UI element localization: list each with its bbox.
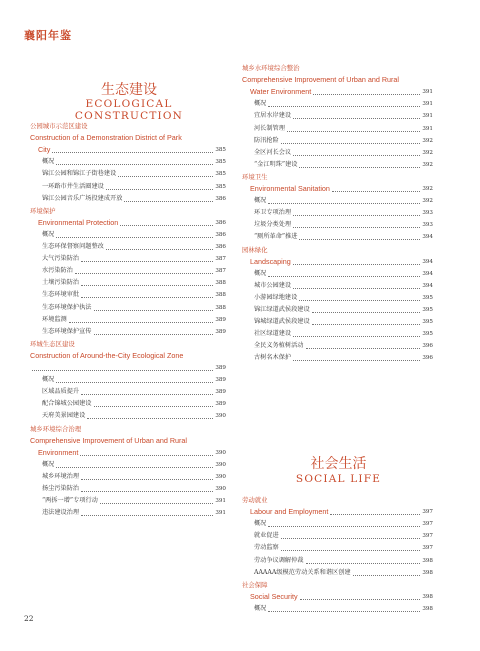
toc-entry-label: 小游园绿地建设 xyxy=(254,293,298,301)
toc-entry-label: 锦江公园音乐广场投建成开放 xyxy=(42,194,123,202)
dot-leader xyxy=(56,237,213,238)
toc-entry[interactable] xyxy=(254,207,433,219)
toc-entry-page: 395 xyxy=(422,331,433,338)
toc-entry-label: 概况 xyxy=(254,100,267,108)
toc-entry-page: 396 xyxy=(422,343,433,350)
toc-entry[interactable] xyxy=(42,277,226,289)
dot-leader xyxy=(56,382,213,383)
dot-leader xyxy=(299,300,420,301)
toc-entry-label: 配合锦城公园建设 xyxy=(42,400,92,408)
toc-entry-label: Landscaping xyxy=(250,256,291,266)
dot-leader xyxy=(312,312,421,313)
toc-entry-page: 390 xyxy=(215,461,226,468)
dot-leader xyxy=(281,143,421,144)
toc-entry[interactable] xyxy=(42,314,226,326)
dot-leader xyxy=(330,514,420,515)
toc-entry-page: 390 xyxy=(215,473,226,480)
toc-entry-page: 385 xyxy=(215,147,226,154)
dot-leader xyxy=(69,322,214,323)
toc-entry[interactable] xyxy=(42,495,226,507)
toc-entry[interactable] xyxy=(254,159,433,171)
toc-entry-page: 392 xyxy=(422,149,433,156)
dot-leader xyxy=(106,189,213,190)
toc-entry-page: 386 xyxy=(215,231,226,238)
dot-leader xyxy=(293,360,420,361)
toc-entry[interactable] xyxy=(42,193,226,205)
dot-leader xyxy=(287,131,420,132)
toc-entry-page: 394 xyxy=(422,282,433,289)
toc-entry[interactable] xyxy=(42,507,226,519)
toc-entry-page: 391 xyxy=(215,510,226,517)
toc-entry-label: 城乡环境治理 xyxy=(42,472,80,480)
toc-entry[interactable] xyxy=(254,292,433,304)
category-title-en: Construction of a Demonstration District of Park xyxy=(30,133,182,143)
toc-entry[interactable] xyxy=(42,459,226,471)
section-title-en-social: SOCIAL LIFE xyxy=(295,473,382,485)
toc-entry-page: 392 xyxy=(422,161,433,168)
toc-entry-label: 概况 xyxy=(42,230,55,238)
toc-entry-label: 宜居水岸建设 xyxy=(254,112,292,120)
toc-entry-label: Environmental Sanitation xyxy=(250,184,330,193)
toc-entry-label: 城市公园建设 xyxy=(254,281,292,289)
category-title-zh: 环境保护 xyxy=(30,206,56,215)
yearbook-logo: 襄阳年鉴 xyxy=(24,29,72,42)
toc-entry[interactable] xyxy=(254,603,433,615)
toc-entry-label: Labour and Employment xyxy=(250,507,329,517)
toc-entry[interactable] xyxy=(254,98,433,110)
toc-entry-page: 393 xyxy=(422,210,433,217)
dot-leader xyxy=(268,526,420,527)
toc-entry[interactable] xyxy=(254,352,433,364)
toc-entry-label: 天府美景园建设 xyxy=(42,412,86,420)
toc-entry-page: 392 xyxy=(422,186,433,192)
toc-entry-label: 概况 xyxy=(42,460,55,468)
toc-entry[interactable] xyxy=(42,374,226,386)
dot-leader xyxy=(56,164,213,165)
toc-entry-label: 土壤污染防治 xyxy=(42,279,80,287)
toc-entry-label: 锦城绿道武侯段建设 xyxy=(254,318,310,326)
category-title-zh: 环境卫生 xyxy=(242,172,268,181)
toc-entry-label: 防汛抢险 xyxy=(254,136,279,144)
section-title-en: ECOLOGICAL CONSTRUCTION xyxy=(74,98,184,122)
toc-entry-page: 394 xyxy=(422,234,433,241)
toc-entry-page: 389 xyxy=(215,389,226,396)
toc-entry[interactable] xyxy=(254,530,433,542)
toc-entry-page: 386 xyxy=(215,195,226,202)
toc-entry[interactable] xyxy=(254,110,433,122)
toc-entry[interactable] xyxy=(42,253,226,265)
toc-entry-label: 环境监测 xyxy=(42,315,67,323)
dot-leader xyxy=(118,176,213,177)
toc-entry-label: 劳动争议调解仲裁 xyxy=(254,556,304,564)
dot-leader xyxy=(299,239,420,240)
toc-entry-label: 古树名木保护 xyxy=(254,354,292,362)
toc-entry-page: 394 xyxy=(422,258,433,265)
toc-entry-label: 概况 xyxy=(254,269,267,277)
toc-entry-page: 389 xyxy=(215,401,226,408)
toc-entry-label: AAAAA级模范劳动关系和谐区创建 xyxy=(254,568,351,576)
category-title-en: Comprehensive Improvement of Urban and Rural xyxy=(30,435,188,445)
toc-entry-page: 394 xyxy=(422,270,433,277)
toc-entry-label: “两拆一增”专项行动 xyxy=(42,497,98,505)
category-title-zh: 环城生态区建设 xyxy=(30,339,75,348)
toc-entry-label: 区域品质提升 xyxy=(42,388,80,396)
dot-leader xyxy=(281,550,421,551)
category-entry-en[interactable] xyxy=(250,506,433,518)
dot-leader xyxy=(120,225,213,226)
toc-entry-label: Social Security xyxy=(250,591,298,601)
dot-leader xyxy=(124,201,213,202)
dot-leader xyxy=(32,370,213,371)
toc-entry-label: 社区绿道建设 xyxy=(254,330,292,338)
dot-leader xyxy=(312,324,421,325)
toc-entry-label: “厕所革命”推进 xyxy=(254,233,298,241)
toc-entry-label: 概况 xyxy=(42,376,55,384)
toc-entry-page: 398 xyxy=(422,557,433,564)
page-number: 22 xyxy=(24,614,34,623)
category-entry-en[interactable] xyxy=(250,183,433,195)
toc-entry-page: 395 xyxy=(422,307,433,313)
toc-entry-label: 全区河长会议 xyxy=(254,148,292,156)
toc-entry-page: 388 xyxy=(215,280,226,287)
toc-entry[interactable] xyxy=(254,542,433,554)
dot-leader xyxy=(293,288,420,289)
toc-entry-page: 391 xyxy=(215,498,226,505)
category-title-zh: 公园城市示范区建设 xyxy=(30,122,88,130)
dot-leader xyxy=(56,467,213,468)
toc-entry-page: 388 xyxy=(215,304,226,311)
dot-leader xyxy=(300,599,421,600)
toc-entry-label: 垃圾分类处理 xyxy=(254,221,292,229)
toc-entry-page: 391 xyxy=(422,113,433,120)
toc-entry-page: 398 xyxy=(422,569,433,576)
toc-entry[interactable] xyxy=(254,280,433,292)
toc-entry-page: 386 xyxy=(215,219,226,226)
dot-leader xyxy=(268,611,420,612)
dot-leader xyxy=(100,503,213,504)
toc-entry[interactable] xyxy=(42,156,226,168)
toc-entry-label: 概况 xyxy=(42,158,55,166)
category-title-zh: 城乡水环境综合整治 xyxy=(242,64,300,72)
toc-entry-page: 392 xyxy=(422,137,433,144)
dot-leader xyxy=(94,406,214,407)
toc-entry[interactable] xyxy=(42,410,226,422)
dot-leader xyxy=(293,264,421,265)
toc-entry[interactable] xyxy=(254,518,433,530)
toc-entry[interactable] xyxy=(42,326,226,338)
toc-entry[interactable] xyxy=(254,219,433,231)
toc-entry-page: 391 xyxy=(422,101,433,108)
dot-leader xyxy=(81,479,213,480)
toc-entry[interactable] xyxy=(42,398,226,410)
dot-leader xyxy=(52,152,213,153)
toc-entry-page: 385 xyxy=(215,183,226,190)
toc-entry[interactable] xyxy=(254,195,433,207)
toc-entry-label: 就业促进 xyxy=(254,532,279,540)
category-entry-en[interactable] xyxy=(38,447,226,459)
dot-leader xyxy=(293,336,420,337)
toc-entry[interactable] xyxy=(254,147,433,159)
toc-entry-page: 391 xyxy=(422,89,433,96)
toc-entry-label: 概况 xyxy=(254,197,267,205)
dot-leader xyxy=(106,249,213,250)
dot-leader xyxy=(299,167,420,168)
dot-leader xyxy=(293,118,420,119)
toc-entry-page: 389 xyxy=(215,377,226,384)
dot-leader xyxy=(293,155,420,156)
toc-entry[interactable] xyxy=(254,268,433,280)
toc-entry-page: 392 xyxy=(422,198,433,205)
toc-entry[interactable] xyxy=(254,555,433,567)
dot-leader xyxy=(293,215,420,216)
toc-entry[interactable] xyxy=(42,241,226,253)
toc-entry-page: 395 xyxy=(422,294,433,301)
toc-entry-label: “金江明珠”建设 xyxy=(254,160,298,168)
toc-entry[interactable] xyxy=(254,567,433,579)
toc-entry-label: 锦江绿道武侯段建设 xyxy=(254,306,310,313)
toc-entry[interactable] xyxy=(254,316,433,328)
toc-entry[interactable] xyxy=(254,304,433,316)
toc-entry-label: 生态环境保护宣传 xyxy=(42,327,92,335)
category-title-zh: 园林绿化 xyxy=(242,245,268,254)
dot-leader xyxy=(332,191,420,192)
dot-leader xyxy=(75,273,213,274)
dot-leader xyxy=(281,538,421,539)
toc-entry-label: 河长制管理 xyxy=(254,124,285,132)
toc-entry-page: 389 xyxy=(215,365,226,371)
toc-entry-page: 390 xyxy=(215,449,226,456)
toc-entry-label: Water Environment xyxy=(250,87,312,97)
toc-entry-page: 393 xyxy=(422,222,433,229)
toc-entry[interactable] xyxy=(42,302,226,314)
toc-entry-page: 398 xyxy=(422,605,433,612)
toc-entry-label: Environment xyxy=(38,447,79,457)
toc-entry-page: 390 xyxy=(215,486,226,492)
dot-leader xyxy=(313,94,420,95)
toc-entry-page: 398 xyxy=(422,593,433,600)
toc-entry[interactable] xyxy=(42,386,226,398)
toc-entry-page: 391 xyxy=(422,125,433,132)
toc-entry-label: City xyxy=(38,145,51,155)
toc-entry-page: 387 xyxy=(215,256,226,263)
toc-entry-label: 大气污染防治 xyxy=(42,255,80,263)
toc-entry-page: 389 xyxy=(215,328,226,335)
toc-entry-page: 390 xyxy=(215,413,226,420)
dot-leader xyxy=(81,297,213,298)
toc-entry-page: 388 xyxy=(215,292,226,299)
toc-entry[interactable] xyxy=(254,231,433,243)
toc-entry-label: 生态环保督察问题整改 xyxy=(42,243,104,250)
toc-entry[interactable] xyxy=(42,471,226,483)
category-title-en: Construction of Around-the-City Ecological Zone xyxy=(30,350,184,360)
toc-entry-label: 全民义务植树活动 xyxy=(254,342,304,350)
dot-leader xyxy=(81,515,213,516)
toc-entry-page: 385 xyxy=(215,159,226,166)
toc-entry-label: 一环路市井生活圈建设 xyxy=(42,182,104,190)
toc-entry[interactable] xyxy=(254,123,433,135)
category-title-en: Comprehensive Improvement of Urban and Rural xyxy=(242,75,400,85)
toc-entry[interactable] xyxy=(254,135,433,147)
dot-leader xyxy=(268,106,420,107)
dot-leader xyxy=(353,575,421,576)
category-title-zh: 城乡环境综合治理 xyxy=(30,424,82,433)
toc-entry-label: 概况 xyxy=(254,604,267,612)
dot-leader xyxy=(80,455,213,456)
toc-entry-label: 劳动监察 xyxy=(254,544,279,552)
dot-leader xyxy=(306,563,421,564)
dot-leader xyxy=(94,310,214,311)
category-entry-en[interactable] xyxy=(30,362,226,374)
toc-entry-page: 389 xyxy=(215,316,226,323)
dot-leader xyxy=(293,227,420,228)
dot-leader xyxy=(268,276,420,277)
category-entry-en[interactable] xyxy=(250,591,433,603)
toc-entry-page: 385 xyxy=(215,171,226,178)
toc-entry-label: 环卫专项治理 xyxy=(254,209,292,217)
toc-entry-page: 397 xyxy=(422,509,433,516)
category-entry-en[interactable] xyxy=(38,217,226,229)
dot-leader xyxy=(81,261,213,262)
toc-entry[interactable] xyxy=(42,483,226,495)
dot-leader xyxy=(306,348,421,349)
toc-entry[interactable] xyxy=(254,328,433,340)
toc-entry-label: 锦江公园和锦江子街巷建设 xyxy=(42,170,117,178)
section-title-zh: 生态建设 xyxy=(101,82,157,98)
category-entry-en[interactable] xyxy=(38,144,226,156)
dot-leader xyxy=(268,203,420,204)
category-title-zh: 社会保障 xyxy=(242,580,268,589)
toc-entry-label: 水污染防治 xyxy=(42,267,73,275)
toc-entry-label: 生态环境保护执法 xyxy=(42,303,92,311)
toc-entry[interactable] xyxy=(254,340,433,352)
category-entry-en[interactable] xyxy=(250,86,433,98)
toc-entry[interactable] xyxy=(42,229,226,241)
toc-entry[interactable] xyxy=(42,289,226,301)
toc-entry-label: 扬尘污染防治 xyxy=(42,485,80,492)
toc-entry[interactable] xyxy=(42,181,226,193)
toc-entry-page: 397 xyxy=(422,521,433,528)
dot-leader xyxy=(94,334,214,335)
dot-leader xyxy=(87,418,213,419)
section-title-zh-social: 社会生活 xyxy=(310,456,367,472)
toc-entry-page: 387 xyxy=(215,268,226,275)
toc-entry-label: Environmental Protection xyxy=(38,217,119,227)
toc-entry[interactable] xyxy=(42,168,226,180)
toc-entry-page: 397 xyxy=(422,533,433,540)
toc-entry[interactable] xyxy=(42,265,226,277)
toc-entry-label: 生态环境审批 xyxy=(42,291,80,299)
toc-entry-page: 396 xyxy=(422,355,433,362)
dot-leader xyxy=(81,285,213,286)
toc-entry-page: 397 xyxy=(422,545,433,552)
toc-entry-label: 违法建设治理 xyxy=(42,509,80,517)
toc-entry-page: 386 xyxy=(215,244,226,250)
toc-entry-label: 概况 xyxy=(254,520,267,528)
toc-entry-page: 395 xyxy=(422,319,433,326)
category-entry-en[interactable] xyxy=(250,256,433,268)
dot-leader xyxy=(81,491,213,492)
category-title-zh: 劳动就业 xyxy=(242,496,268,504)
dot-leader xyxy=(81,394,213,395)
